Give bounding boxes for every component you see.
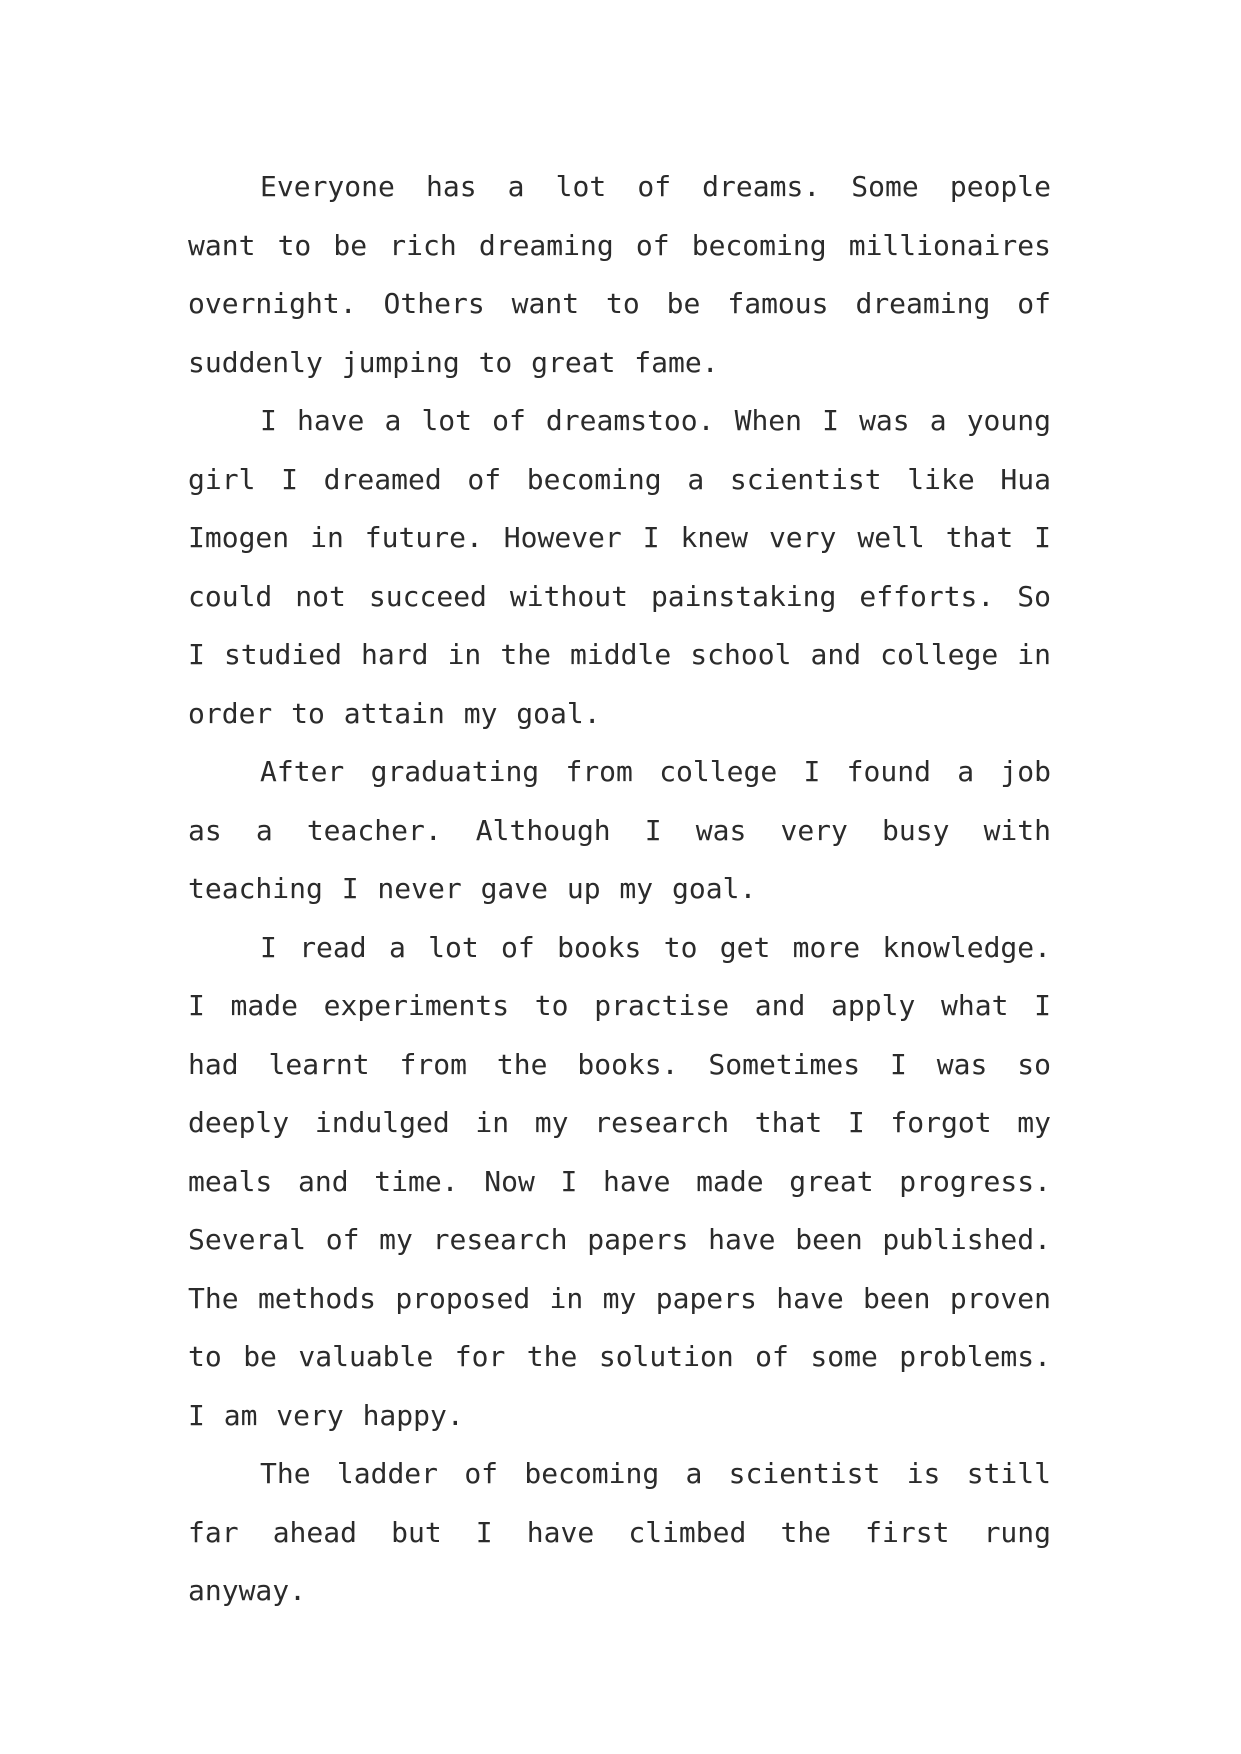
paragraph-4: I read a lot of books to get more knowledge. I made experiments to practise and apply what I had learnt from the books. Sometimes I was so deeply indulged in my research that I forgot my meals and time. Now I have made great progress. Several of my research papers have been published. The methods proposed in my papers have been proven to be valuable for the solution of some problems. I am very happy. [188,930,1051,1432]
essay-body [188,158,1051,1621]
paragraph-2: I have a lot of dreamstoo. When I was a young girl I dreamed of becoming a scientist like Hua Imogen in future. However I knew very well that I could not succeed without painstaking efforts. So I studied hard in the middle school and college in order to attain my goal. [188,404,1051,730]
paragraph-1: Everyone has a lot of dreams. Some people want to be rich dreaming of becoming millionaires overnight. Others want to be famous dreaming of suddenly jumping to great fame. [188,170,1051,379]
paragraph-5: The ladder of becoming a scientist is still far ahead but I have climbed the first rung anyway. [188,1457,1051,1607]
paragraph-3: After graduating from college I found a job as a teacher. Although I was very busy with teaching I never gave up my goal. [188,755,1051,905]
